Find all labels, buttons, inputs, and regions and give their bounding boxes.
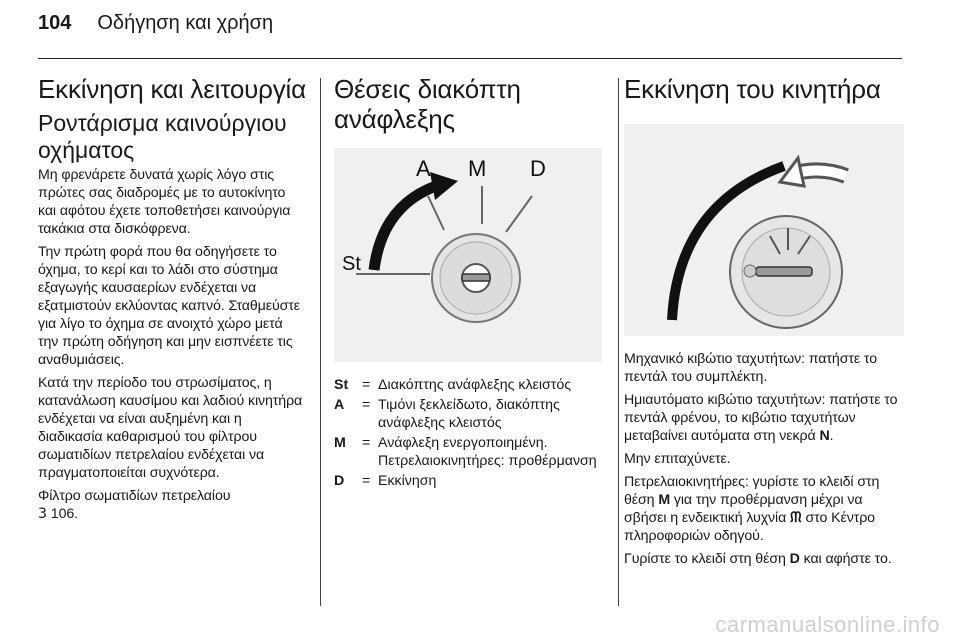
label-d: D — [530, 156, 546, 181]
section-title-ignition: Θέσεις διακόπτη ανάφλεξης — [334, 74, 521, 134]
label-m: M — [468, 156, 487, 181]
column-divider-1 — [320, 78, 321, 606]
legend-key: D — [334, 473, 345, 489]
reference-arrow-icon: 3 — [38, 506, 47, 522]
legend-row-st — [334, 376, 602, 394]
step-turn-key — [624, 550, 904, 568]
legend-key: St — [334, 377, 349, 393]
label-a: A — [416, 156, 431, 181]
legend — [334, 376, 602, 490]
legend-key: M — [334, 435, 346, 451]
legend-value: Τιμόνι ξεκλείδωτο, διακόπτης ανάφλεξης κλειστός — [378, 397, 560, 431]
position-d: D — [789, 551, 800, 567]
legend-value: Εκκίνηση — [378, 473, 437, 489]
legend-value: Ανάφλεξη ενεργοποιημένη. Πετρελαιοκινητήρες: προθέρμανση — [378, 435, 597, 469]
ignition-switch-illustration — [334, 148, 602, 362]
text: για την προθέρμανση μέχρι να σβήσει η ενδεικτική λυχνία — [624, 492, 863, 526]
page-number: 104 — [38, 12, 72, 34]
text: και αφήστε το. — [799, 551, 892, 567]
text: Ημιαυτόματο κιβώτιο ταχυτήτων: πατήστε το πεντάλ φρένου, το κιβώτιο ταχυτήτων μεταβαίνει αυτόματα στη νεκρά — [624, 392, 898, 444]
text: Πετρελαιοκινητήρες: γυρίστε το κλειδί στη θέση — [624, 474, 880, 508]
engine-start-figure — [624, 124, 904, 336]
step-manual-gearbox: Μηχανικό κιβώτιο ταχυτήτων: πατήστε το πεντάλ του συμπλέκτη. — [624, 351, 878, 385]
paragraph-1: Μη φρενάρετε δυνατά χωρίς λόγο στις πρώτες σας διαδρομές με το αυτοκίνητο και αφότου έχετε τοποθετήσει καινούργια τακάκια στα δισκόφρενα. — [38, 167, 291, 237]
step-semi-automatic — [624, 391, 904, 445]
ignition-positions-figure — [334, 148, 602, 362]
text: . — [829, 428, 834, 444]
column-3 — [624, 74, 904, 573]
legend-key: A — [334, 397, 345, 413]
text: στο Κέντρο πληροφοριών οδηγού. — [624, 510, 875, 544]
turn-arrow-icon — [780, 158, 804, 186]
gear-n: N — [819, 428, 830, 444]
paragraph-3: Κατά την περίοδο του στρωσίματος, η κατανάλωση καυσίμου και λαδιού κινητήρα ενδέχεται να είναι αυξημένη και η διαδικασία καθαρισμού του φίλτρου σωματιδίων πετρελαίου ενδέχεται να πραγματοποιείται συχνότερα. — [38, 375, 303, 481]
watermark: carmanualsonline.info — [715, 612, 940, 637]
preheat-lamp-icon: ᙏ — [790, 510, 802, 526]
legend-row-m — [334, 434, 602, 470]
subsection-title: Ροντάρισμα καινούργιου οχήματος — [38, 110, 287, 163]
header-rule — [38, 58, 902, 59]
section-title-engine-start: Εκκίνηση του κινητήρα — [624, 74, 881, 104]
paragraph-2: Την πρώτη φορά που θα οδηγήσετε το όχημα, το κερί και το λάδι στο σύστημα εξαγωγής καυσαερίων ενδέχεται να εξατμιστούν εκλύοντας καπνό. Σταθμεύστε για λίγο το όχημα σε ανοιχτό χώρο μετά την πρώτη οδήγηση και μην εισπνέετε τις αναθυμιάσεις. — [38, 244, 300, 368]
legend-row-d — [334, 472, 602, 490]
position-m: M — [658, 492, 671, 508]
column-1 — [38, 74, 306, 528]
legend-eq: = — [362, 473, 371, 489]
label-st: St — [342, 253, 361, 275]
legend-row-a — [334, 396, 602, 432]
reference-text: Φίλτρο σωματιδίων πετρελαίου — [38, 488, 231, 504]
legend-value: Διακόπτης ανάφλεξης κλειστός — [378, 377, 572, 393]
cross-reference[interactable] — [38, 487, 306, 523]
page-header — [38, 12, 273, 35]
step-no-accelerate: Μην επιταχύνετε. — [624, 451, 731, 467]
column-divider-2 — [618, 78, 619, 606]
reference-page: 106. — [46, 506, 78, 522]
legend-eq: = — [362, 397, 371, 413]
legend-eq: = — [362, 377, 371, 393]
legend-eq: = — [362, 435, 371, 451]
section-title: Εκκίνηση και λειτουργία — [38, 74, 306, 104]
step-diesel-preheat — [624, 473, 904, 545]
chapter-title: Οδήγηση και χρήση — [97, 12, 274, 34]
text: Γυρίστε το κλειδί στη θέση — [624, 551, 790, 567]
ignition-arrow-icon — [374, 186, 436, 270]
key-turn-illustration — [624, 124, 904, 336]
column-2 — [334, 74, 602, 490]
